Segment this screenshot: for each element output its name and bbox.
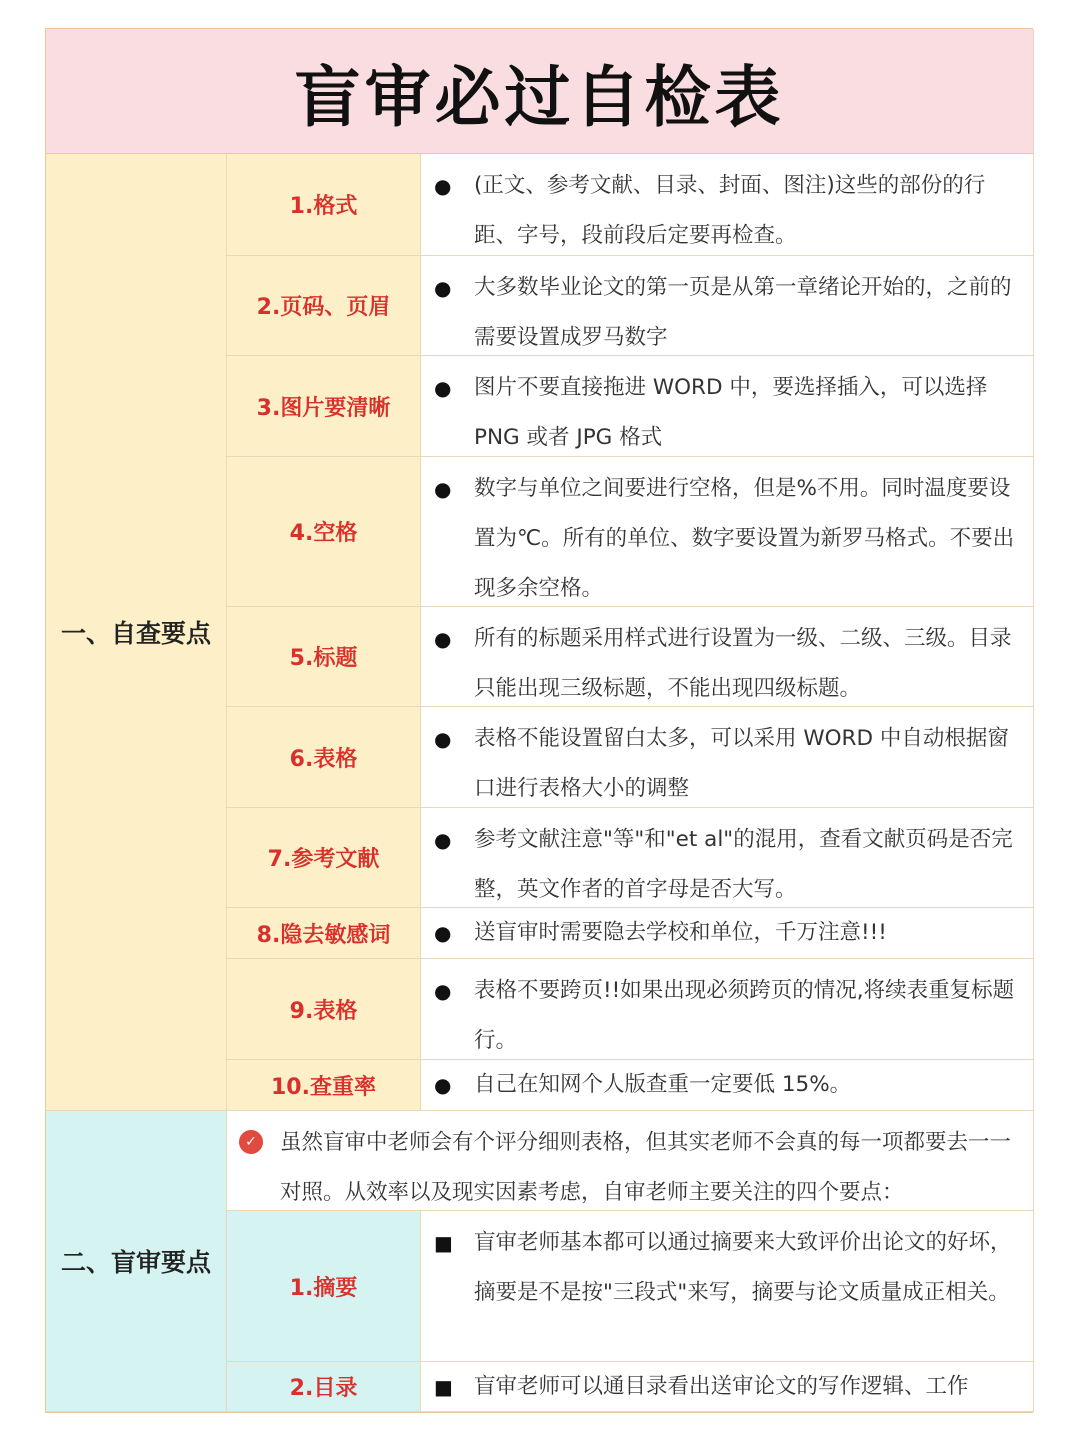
item-content <box>421 256 1034 356</box>
item-content <box>421 908 1034 959</box>
bullet-icon: ● <box>434 727 452 751</box>
section2-intro <box>227 1111 1034 1211</box>
page-title: 盲审必过自检表 <box>46 29 1034 154</box>
square-bullet-icon: ■ <box>434 1375 453 1399</box>
item-text: 图片不要直接拖进 WORD 中，要选择插入，可以选择 PNG 或者 JPG 格式 <box>474 375 988 450</box>
item-content <box>421 457 1034 607</box>
check-circle-icon: ✓ <box>239 1130 263 1154</box>
item-content <box>421 959 1034 1060</box>
section-label-blind-review: 二、盲审要点 <box>46 1111 227 1412</box>
item-name: 7.参考文献 <box>227 808 421 908</box>
item-text: 参考文献注意"等"和"et al"的混用，查看文献页码是否完整，英文作者的首字母是否大写。 <box>474 827 1013 902</box>
item-content <box>421 707 1034 808</box>
bullet-icon: ● <box>434 376 452 400</box>
intro-text: 虽然盲审中老师会有个评分细则表格，但其实老师不会真的每一项都要去一一对照。从效率以及现实因素考虑，自审老师主要关注的四个要点： <box>280 1130 1012 1205</box>
section-label-self-check: 一、自查要点 <box>46 154 227 1111</box>
bullet-icon: ● <box>434 1073 452 1097</box>
item-content <box>421 1211 1034 1362</box>
bullet-icon: ● <box>434 627 452 651</box>
bullet-icon: ● <box>434 921 452 945</box>
item-content <box>421 154 1034 256</box>
item-text: 表格不要跨页!!如果出现必须跨页的情况,将续表重复标题行。 <box>474 978 1015 1053</box>
checklist-table <box>45 28 1033 1413</box>
item-name: 9.表格 <box>227 959 421 1060</box>
item-name: 6.表格 <box>227 707 421 808</box>
item-text: 盲审老师可以通目录看出送审论文的写作逻辑、工作 <box>474 1374 969 1399</box>
item-content <box>421 1060 1034 1111</box>
item-name: 1.格式 <box>227 154 421 256</box>
item-name: 2.页码、页眉 <box>227 256 421 356</box>
item-text: 表格不能设置留白太多，可以采用 WORD 中自动根据窗口进行表格大小的调整 <box>474 726 1009 801</box>
item-content <box>421 808 1034 908</box>
item-content <box>421 1362 1034 1412</box>
item-text: 大多数毕业论文的第一页是从第一章绪论开始的，之前的需要设置成罗马数字 <box>474 275 1012 350</box>
item-name: 4.空格 <box>227 457 421 607</box>
bullet-icon: ● <box>434 477 452 501</box>
item-text: 数字与单位之间要进行空格，但是%不用。同时温度要设置为℃。所有的单位、数字要设置为新罗马格式。不要出现多余空格。 <box>474 476 1015 601</box>
item-name: 8.隐去敏感词 <box>227 908 421 959</box>
item-text: (正文、参考文献、目录、封面、图注)这些的部份的行距、字号，段前段后定要再检查。 <box>474 173 986 248</box>
item-name: 10.查重率 <box>227 1060 421 1111</box>
bullet-icon: ● <box>434 174 452 198</box>
item-content <box>421 607 1034 707</box>
item-text: 送盲审时需要隐去学校和单位，千万注意!!! <box>474 920 887 945</box>
item-text: 所有的标题采用样式进行设置为一级、二级、三级。目录只能出现三级标题，不能出现四级标题。 <box>474 626 1012 701</box>
bullet-icon: ● <box>434 979 452 1003</box>
square-bullet-icon: ■ <box>434 1231 453 1255</box>
bullet-icon: ● <box>434 276 452 300</box>
item-name: 3.图片要清晰 <box>227 356 421 457</box>
item-content <box>421 356 1034 457</box>
item-text: 盲审老师基本都可以通过摘要来大致评价出论文的好坏，摘要是不是按"三段式"来写，摘要与论文质量成正相关。 <box>474 1230 1012 1305</box>
item-name: 5.标题 <box>227 607 421 707</box>
bullet-icon: ● <box>434 828 452 852</box>
item-text: 自己在知网个人版查重一定要低 15%。 <box>474 1072 852 1097</box>
item-name: 2.目录 <box>227 1362 421 1412</box>
item-name: 1.摘要 <box>227 1211 421 1362</box>
